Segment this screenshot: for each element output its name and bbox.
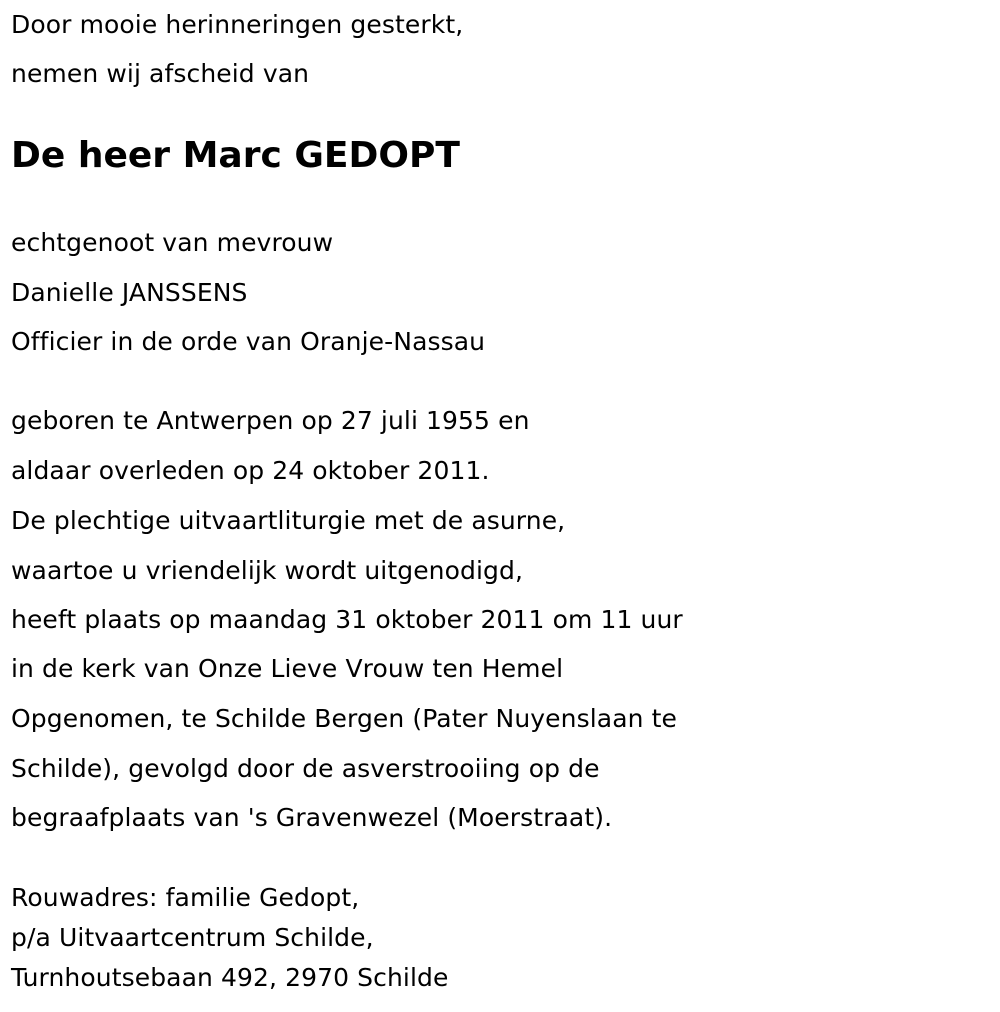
relation-line-2: Danielle JANSSENS bbox=[11, 278, 248, 307]
detail-line-1: geboren te Antwerpen op 27 juli 1955 en bbox=[11, 406, 530, 435]
address-line-2: p/a Uitvaartcentrum Schilde, bbox=[11, 923, 374, 952]
deceased-name-title: De heer Marc GEDOPT bbox=[11, 135, 460, 176]
detail-line-2: aldaar overleden op 24 oktober 2011. bbox=[11, 456, 490, 485]
detail-line-3: De plechtige uitvaartliturgie met de asurne, bbox=[11, 506, 566, 535]
detail-line-9: begraafplaats van 's Gravenwezel (Moerstraat). bbox=[11, 803, 613, 832]
intro-line-1: Door mooie herinneringen gesterkt, bbox=[11, 10, 464, 39]
detail-line-4: waartoe u vriendelijk wordt uitgenodigd, bbox=[11, 556, 524, 585]
detail-line-5: heeft plaats op maandag 31 oktober 2011 om 11 uur bbox=[11, 605, 683, 634]
relation-line-1: echtgenoot van mevrouw bbox=[11, 228, 334, 257]
relation-line-3: Officier in de orde van Oranje-Nassau bbox=[11, 327, 486, 356]
detail-line-8: Schilde), gevolgd door de asverstrooiing op de bbox=[11, 754, 600, 783]
address-line-3: Turnhoutsebaan 492, 2970 Schilde bbox=[11, 963, 449, 992]
detail-line-7: Opgenomen, te Schilde Bergen (Pater Nuyenslaan te bbox=[11, 704, 677, 733]
intro-line-2: nemen wij afscheid van bbox=[11, 59, 310, 88]
detail-line-6: in de kerk van Onze Lieve Vrouw ten Hemel bbox=[11, 654, 564, 683]
address-line-1: Rouwadres: familie Gedopt, bbox=[11, 883, 360, 912]
